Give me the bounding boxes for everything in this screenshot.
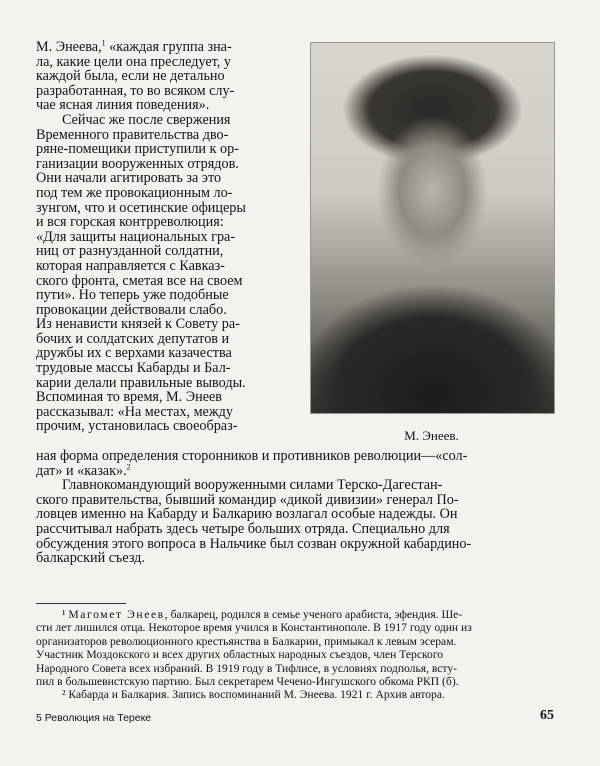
text-line: ряне-помещики приступили к ор-: [36, 141, 239, 158]
running-footer: 5 Революция на Тереке: [36, 712, 152, 724]
portrait-photo: [310, 42, 555, 414]
footnote-1-line: Участник Моздокского и всех других областных народных съездов, член Терского: [36, 648, 444, 662]
text-line: дружбы их с верхами казачества: [36, 345, 232, 362]
text-line: ловцев именно на Кабарду и Балкарию возлагал особые надежды. Он: [36, 506, 458, 523]
text-line: бочих и солдатских депутатов и: [36, 330, 230, 347]
footnote-1-line: ¹ Магомет Энеев, балкарец, родился в семье ученого арабиста, эфендия. Ше-: [62, 608, 463, 621]
text-line: балкарский съезд.: [36, 550, 145, 567]
photo-caption: М. Энеев.: [404, 428, 459, 443]
text-line: ная форма определения сторонников и противников революции—«сол-: [36, 448, 468, 464]
footnote-1-line: Народного Совета всех избраний. В 1919 году в Тифлисе, в условиях подполья, всту-: [36, 661, 457, 675]
footnote-ref-1: 1: [101, 38, 106, 48]
footnote-2: ² Кабарда и Балкария. Запись воспоминаний М. Энеева. 1921 г. Архив автора.: [62, 688, 445, 702]
text-line: чае ясная линия поведения».: [36, 97, 210, 114]
text-line: Из ненависти князей к Совету ра-: [36, 316, 240, 333]
text-line: М. Энеева,$^1$ «каждая группа зна-: [36, 38, 232, 55]
text-line: Временного правительства дво-: [36, 126, 229, 143]
text-line: рассказывал: «На местах, между: [36, 403, 233, 420]
text-line: Главнокомандующий вооруженными силами Терско-Дагестан-: [62, 477, 443, 494]
text-line: ского фронта, сметая все на своем: [36, 272, 243, 289]
text-line: ла, какие цели она преследует, у: [36, 53, 231, 70]
text-line: рассчитывал набрать здесь четыре больших отряда. Специально для: [36, 520, 450, 537]
text-line: прочим, установилась своеобраз-: [36, 418, 238, 435]
full-width-text: [36, 449, 554, 566]
text-line: Вспоминая то время, М. Энеев: [36, 389, 223, 406]
text-column: [36, 40, 298, 434]
text-line: пути». Но теперь уже подобные: [36, 287, 229, 304]
footnote-divider: [36, 603, 126, 604]
text-line: дат» и «казак».$^2$: [36, 461, 131, 479]
footnotes: [36, 608, 554, 702]
text-line: провокации действовали слабо.: [36, 301, 227, 318]
text-line: Они начали агитировать за это: [36, 170, 222, 187]
text-line: ганизации вооруженных отрядов.: [36, 155, 239, 172]
text-line: Сейчас же после свержения: [62, 111, 231, 128]
text-line: ниц от разнузданной солдатни,: [36, 243, 224, 260]
text-line: под тем же провокационным ло-: [36, 184, 233, 201]
footnote-ref-2: 2: [126, 461, 131, 471]
text-line: которая направляется с Кавказ-: [36, 257, 225, 274]
text-line: каждой была, если не детально: [36, 68, 225, 85]
footnote-1-line: организаторов революционного крестьянства в Балкарии, примыкал к левым эсерам.: [36, 634, 457, 648]
text-line: зунгом, что и осетинские офицеры: [36, 199, 246, 216]
text-line: трудовые массы Кабарды и Бал-: [36, 360, 231, 377]
text-line: и вся горская контрреволюция:: [36, 214, 224, 231]
footnote-1-line: сти лет лишился отца. Некоторое время учился в Константинополе. В 1917 году один из: [36, 621, 472, 635]
text-line: карии делали правильные выводы.: [36, 374, 246, 391]
text-line: ского правительства, бывший командир «дикой дивизии» генерал По-: [36, 491, 459, 508]
text-line: «Для защиты национальных гра-: [36, 228, 236, 245]
text-line: разработанная, то во всяком слу-: [36, 82, 235, 99]
footnote-1-line: пил в большевистскую партию. Был секретарем Чечено-Ингушского обкома РКП (б).: [36, 675, 459, 689]
text-line: обсуждения этого вопроса в Нальчике был созван окружной кабардино-: [36, 535, 472, 552]
page-number: 65: [540, 708, 554, 723]
